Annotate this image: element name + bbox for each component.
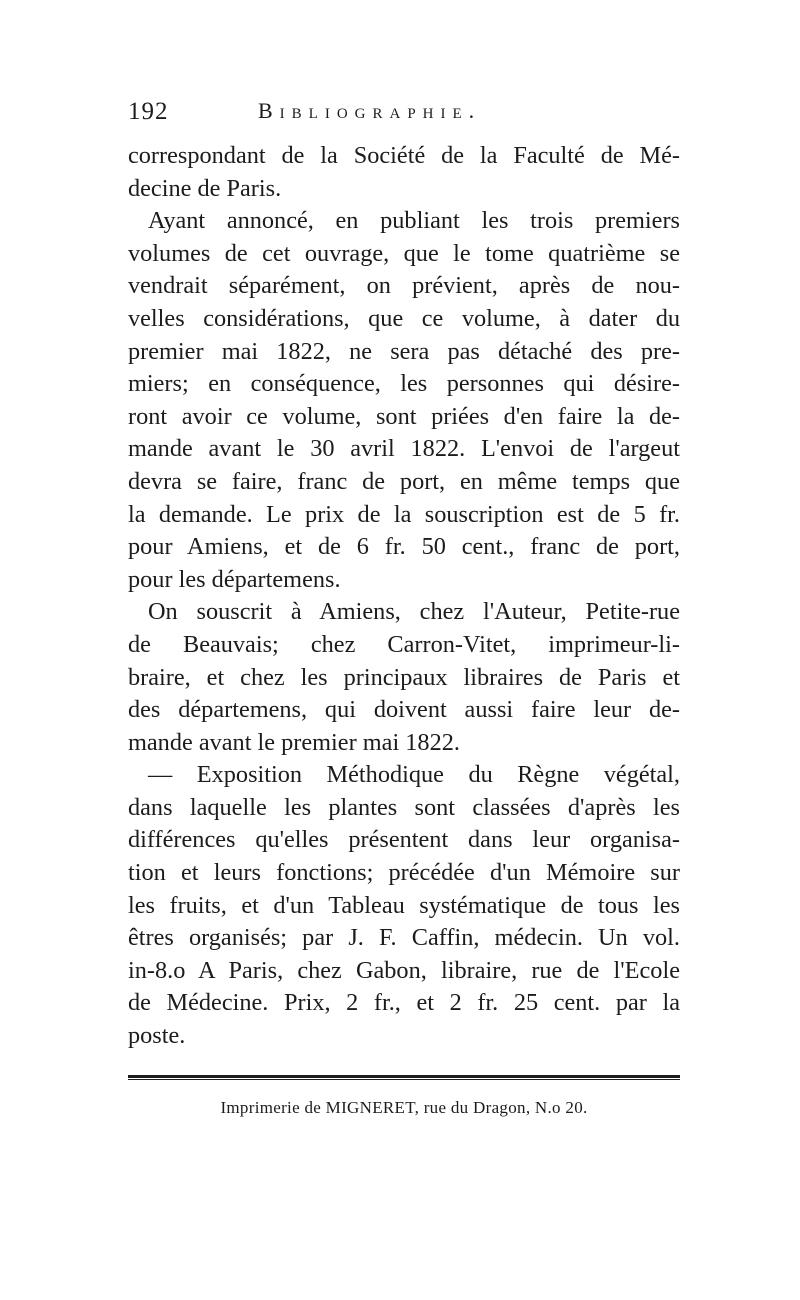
text-line: volumes de cet ouvrage, que le tome quatrième se <box>128 239 680 267</box>
text-line: êtres organisés; par J. F. Caffin, médecin. Un vol. <box>128 924 680 952</box>
text-line: de Médecine. Prix, 2 fr., et 2 fr. 25 cent. par la <box>128 989 680 1017</box>
text-line: decine de Paris. <box>128 174 282 202</box>
paragraph-exposition <box>128 759 680 1052</box>
text-line: devra se faire, franc de port, en même temps que <box>128 467 680 495</box>
text-line: dans laquelle les plantes sont classées d'après les <box>128 793 680 821</box>
page-number: 192 <box>128 98 169 125</box>
running-head <box>128 92 680 132</box>
text-line: Ayant annoncé, en publiant les trois premiers <box>148 207 680 235</box>
text-line: On souscrit à Amiens, chez l'Auteur, Petite-rue <box>148 598 680 626</box>
body-text <box>128 140 680 1053</box>
text-line: mande avant le premier mai 1822. <box>128 728 460 756</box>
book-page <box>128 92 680 1118</box>
text-line: pour les départemens. <box>128 565 341 593</box>
text-line: — Exposition Méthodique du Règne végétal, <box>148 761 680 789</box>
paragraph-announcement <box>128 205 680 596</box>
running-title: Bibliographie. <box>258 98 482 123</box>
text-line: ront avoir ce volume, sont priées d'en faire la de- <box>128 402 680 430</box>
text-line: premier mai 1822, ne sera pas détaché des pre- <box>128 337 680 365</box>
text-line: mande avant le 30 avril 1822. L'envoi de l'argeut <box>128 435 680 463</box>
text-line: vendrait séparément, on prévient, après de nou- <box>128 272 680 300</box>
text-line: de Beauvais; chez Carron-Vitet, imprimeur-li- <box>128 630 680 658</box>
text-line: pour Amiens, et de 6 fr. 50 cent., franc de port, <box>128 533 680 561</box>
text-line: différences qu'elles présentent dans leur organisa- <box>128 826 680 854</box>
double-rule-divider <box>128 1075 680 1080</box>
text-line: des départemens, qui doivent aussi faire leur de- <box>128 696 680 724</box>
text-line: tion et leurs fonctions; précédée d'un Mémoire sur <box>128 859 680 887</box>
text-line: braire, et chez les principaux libraires de Paris et <box>128 663 680 691</box>
text-line: les fruits, et d'un Tableau systématique de tous les <box>128 891 680 919</box>
text-line: correspondant de la Société de la Faculté de Mé- <box>128 142 680 169</box>
text-line: la demande. Le prix de la souscription est de 5 fr. <box>128 500 680 528</box>
text-line: poste. <box>128 1022 186 1050</box>
text-line: velles considérations, que ce volume, à dater du <box>128 304 680 332</box>
printer-imprint: Imprimerie de MIGNERET, rue du Dragon, N.o 20. <box>220 1097 588 1117</box>
paragraph-subscription <box>128 596 680 759</box>
text-line: in-8.o A Paris, chez Gabon, libraire, rue de l'Ecole <box>128 956 680 984</box>
text-line: miers; en conséquence, les personnes qui désire- <box>128 370 680 398</box>
paragraph-continuation <box>128 140 680 205</box>
